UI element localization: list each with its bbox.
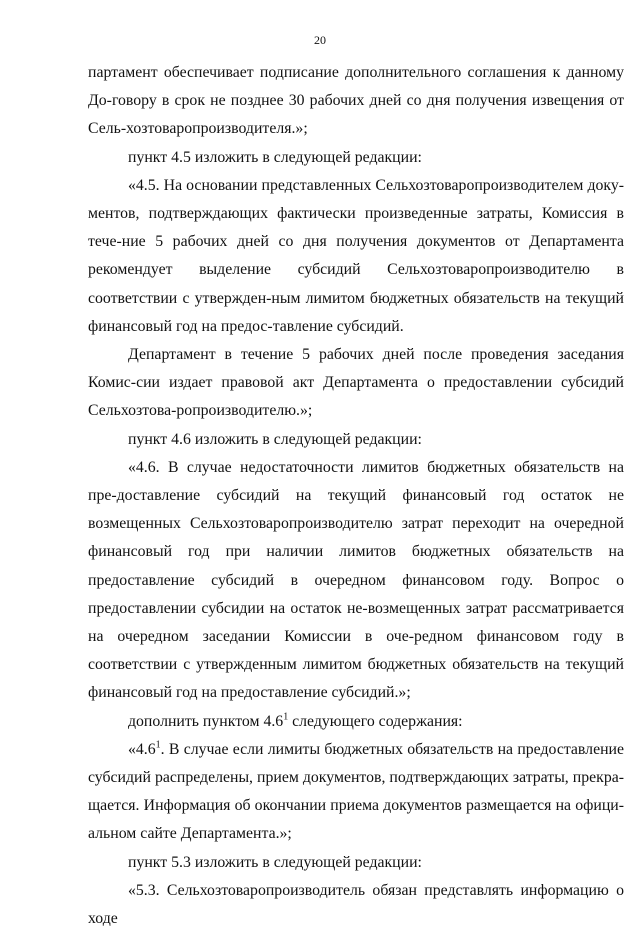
paragraph	[88, 426, 624, 454]
text-line: тавление субсидий.	[272, 317, 404, 335]
text-line: редном финансовом году в соответствии с утвержденным лимитом бюджетных	[88, 628, 624, 674]
paragraph	[88, 341, 624, 426]
text-line: ропроизводителю.»;	[176, 402, 313, 420]
text-line	[128, 741, 624, 758]
text-line: Департамент в течение 5 рабочих дней после проведения заседания Комис-	[88, 346, 624, 392]
text-line: сии издает правовой акт Департамента о предоставлении субсидий Сельхозтова-	[88, 374, 624, 420]
text-line: пункт 5.3 изложить в следующей редакции:	[128, 853, 422, 871]
text-line: «4.6. В случае недостаточности лимитов бюджетных обязательств на пре-	[88, 458, 624, 505]
text-line: доставление субсидий на текущий финансовый год остаток не возмещенных	[88, 487, 624, 533]
paragraph	[88, 172, 624, 341]
paragraph	[88, 736, 624, 849]
text-segment: дополнить пунктом 4.6	[128, 712, 284, 730]
text-line: при наличии лимитов бюджетных обязательств на предоставление субсидий в	[88, 543, 625, 589]
superscript: 1	[155, 739, 161, 751]
paragraph	[88, 454, 624, 708]
text-line: ным лимитом бюджетных обязательств на текущий финансовый год на предос-	[88, 289, 624, 335]
text-line: Сельхозтоваропроизводителю затрат переходит на очередной финансовый год	[88, 515, 624, 561]
text-line: щается. Информация об окончании приема документов размещается на офици-	[88, 797, 624, 815]
document-body	[88, 59, 624, 933]
text-line: альном сайте Департамента.»;	[88, 825, 292, 843]
text-line: «4.5. На основании представленных Сельхозтоваропроизводителем доку-	[128, 176, 624, 194]
text-line: партамент обеспечивает подписание дополнительного соглашения к данному До-	[88, 64, 624, 110]
text-line: ние 5 рабочих дней со дня получения документов от Департамента рекомендует	[88, 233, 624, 279]
paragraph	[88, 708, 624, 736]
text-line: пункт 4.5 изложить в следующей редакции:	[128, 148, 422, 166]
superscript: 1	[283, 711, 289, 723]
paragraph	[88, 849, 624, 877]
text-line: возмещенных затрат рассматривается на очередном заседании Комиссии в оче-	[88, 599, 624, 646]
paragraph	[88, 59, 624, 144]
text-line: хозтоваропроизводителя.»;	[126, 120, 308, 138]
text-line: «5.3. Сельхозтоваропроизводитель обязан представлять информацию о ходе	[88, 881, 624, 928]
text-line: говору в срок не позднее 30 рабочих дней со дня получения извещения от Сель-	[88, 92, 624, 138]
text-line: очередном финансовом году. Вопрос о предоставлении субсидии на остаток не-	[88, 571, 625, 617]
text-line: выделение субсидий Сельхозтоваропроизводителю в соответствии с утвержден-	[88, 261, 624, 307]
text-segment: следующего содержания:	[288, 712, 463, 730]
text-segment: «4.6	[128, 740, 156, 758]
text-line	[128, 713, 463, 730]
text-line: субсидий распределены, прием документов, подтверждающих затраты, прекра-	[88, 769, 624, 787]
paragraph	[88, 144, 624, 172]
text-line: ментов, подтверждающих фактически произведенные затраты, Комиссия в тече-	[88, 205, 624, 251]
page-number: 20	[314, 33, 326, 47]
text-line: пункт 4.6 изложить в следующей редакции:	[128, 430, 422, 448]
text-segment: . В случае если лимиты бюджетных обязательств на предоставление	[160, 740, 624, 758]
text-line: обязательств на текущий финансовый год на предоставление субсидий.»;	[88, 656, 624, 702]
